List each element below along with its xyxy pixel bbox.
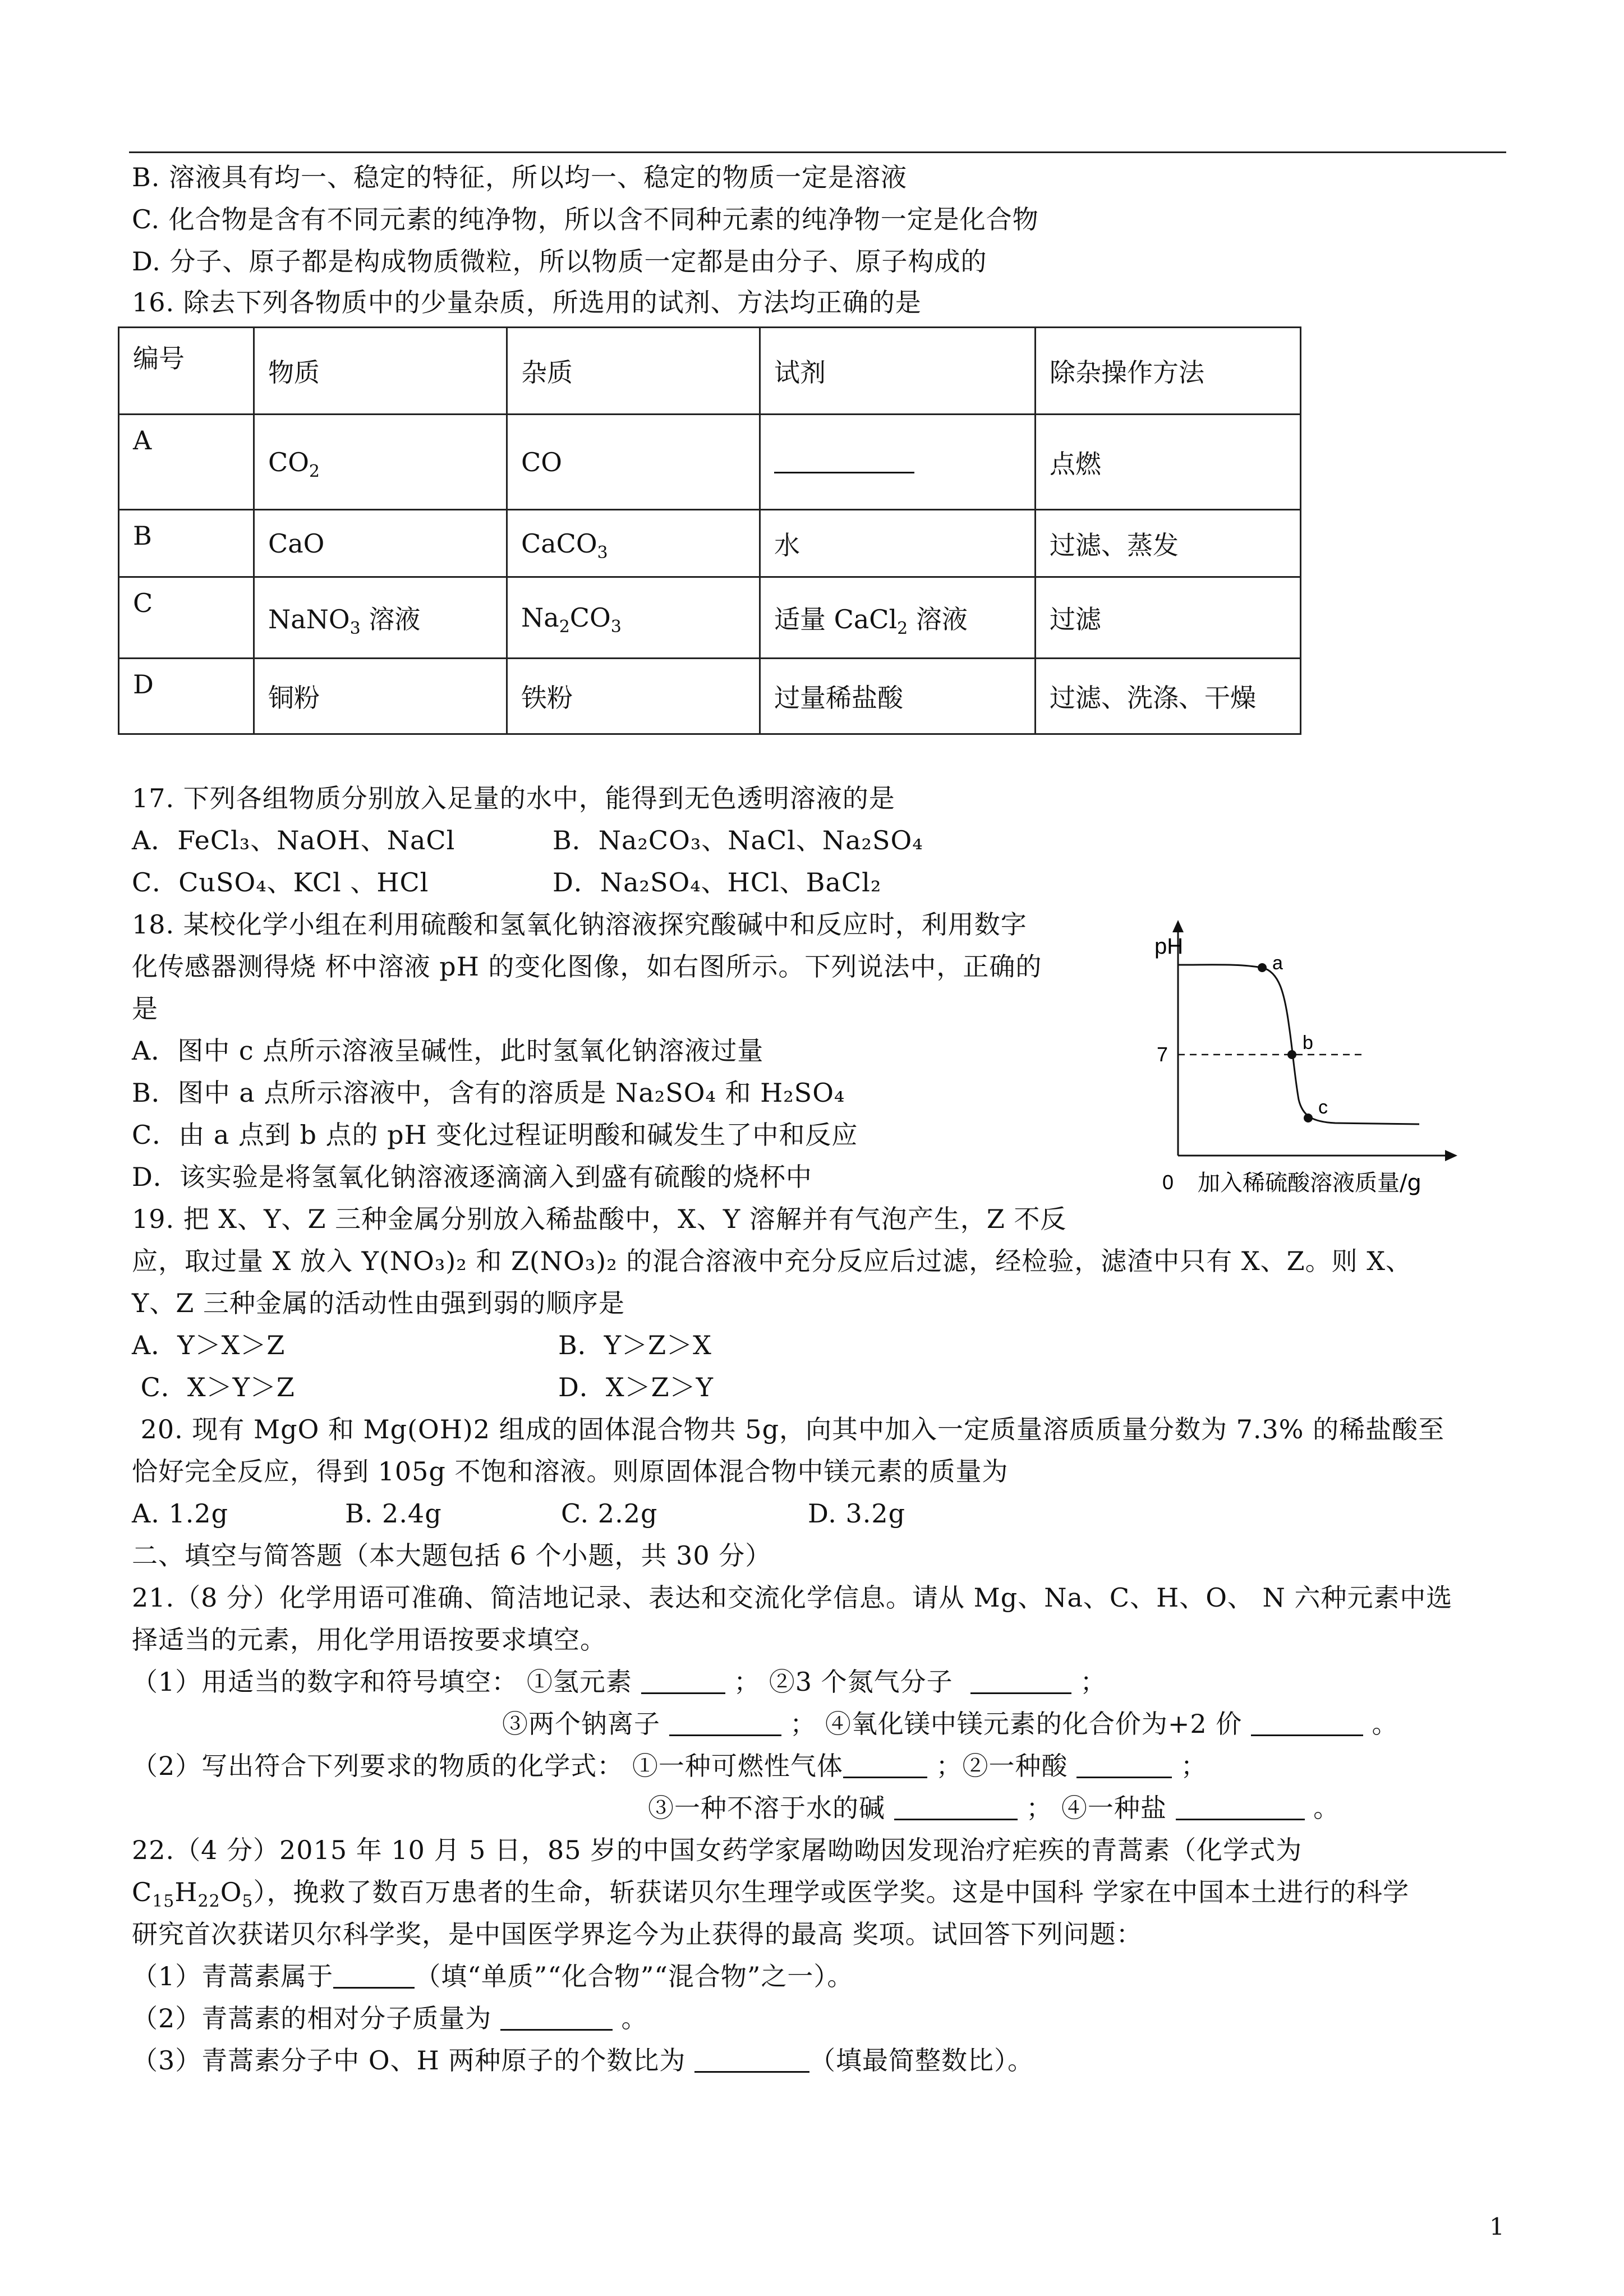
row-substance: $CO_2$ bbox=[254, 415, 507, 510]
row-impurity: 铁粉 bbox=[507, 659, 760, 734]
q15-option-b: B. 溶液具有均一、稳定的特征，所以均一、稳定的物质一定是溶液 bbox=[132, 162, 908, 192]
header-impurity: 杂质 bbox=[507, 328, 760, 415]
q21-line2: 择适当的元素，用化学用语按要求填空。 bbox=[132, 1625, 606, 1655]
q20-option-d: D. 3.2g bbox=[808, 1498, 906, 1529]
q18-option-c: C．由 a 点到 b 点的 pH 变化过程证明酸和碱发生了中和反应 bbox=[132, 1120, 858, 1150]
page-number: 1 bbox=[1489, 2213, 1505, 2240]
q20-line2: 恰好完全反应，得到 105g 不饱和溶液。则原固体混合物中镁元素的质量为 bbox=[132, 1456, 1009, 1487]
answer-blank[interactable] bbox=[1251, 1710, 1363, 1736]
q18-option-a: A．图中 c 点所示溶液呈碱性，此时氢氧化钠溶液过量 bbox=[132, 1036, 764, 1066]
q17-option-a: A．FeCl₃、NaOH、NaCl bbox=[132, 825, 456, 855]
row-substance: 铜粉 bbox=[254, 659, 507, 734]
origin-label: 0 bbox=[1162, 1171, 1174, 1194]
answer-blank[interactable] bbox=[894, 1794, 1018, 1820]
answer-blank[interactable] bbox=[333, 1962, 415, 1989]
q19-option-b: B．Y＞Z＞X bbox=[558, 1330, 712, 1360]
point-b-label: b bbox=[1303, 1032, 1313, 1053]
point-c bbox=[1304, 1114, 1313, 1122]
q18-option-b: B．图中 a 点所示溶液中，含有的溶质是 Na₂SO₄ 和 H₂SO₄ bbox=[132, 1078, 845, 1108]
answer-blank[interactable] bbox=[641, 1668, 725, 1694]
point-c-label: c bbox=[1318, 1097, 1328, 1118]
row-substance: CaO bbox=[254, 510, 507, 577]
table-row bbox=[119, 577, 1301, 659]
q17-option-d: D．Na₂SO₄、HCl、BaCl₂ bbox=[553, 867, 882, 898]
q21-part1-row2: ③两个钠离子 ； ④氧化镁中镁元素的化合价为+2 价 。 bbox=[502, 1709, 1398, 1739]
row-impurity: CaCO$_3$ bbox=[507, 510, 760, 577]
q19-line2: 应，取过量 X 放入 Y(NO₃)₂ 和 Z(NO₃)₂ 的混合溶液中充分反应后过滤，经检验，滤渣中只有 X、Z。则 X、 bbox=[132, 1246, 1412, 1276]
q19-line1: 19. 把 X、Y、Z 三种金属分别放入稀盐酸中，X、Y 溶解并有气泡产生，Z 不反 bbox=[132, 1204, 1067, 1234]
header-reagent: 试剂 bbox=[760, 328, 1036, 415]
row-id: C bbox=[119, 577, 254, 659]
table-row bbox=[119, 415, 1301, 510]
row-method: 点燃 bbox=[1036, 415, 1301, 510]
row-reagent: 水 bbox=[760, 510, 1036, 577]
answer-blank[interactable] bbox=[843, 1752, 927, 1778]
row-method: 过滤、蒸发 bbox=[1036, 510, 1301, 577]
header-rule bbox=[129, 151, 1506, 153]
section-2-heading: 二、填空与简答题（本大题包括 6 个小题，共 30 分） bbox=[132, 1540, 772, 1571]
q21-part1-row1: （1）用适当的数字和符号填空： ①氢元素 ； ②3 个氮气分子 ； bbox=[132, 1667, 1107, 1697]
q21-line1: 21.（8 分）化学用语可准确、简洁地记录、表达和交流化学信息。请从 Mg、Na、C、H、O、 N 六种元素中选 bbox=[132, 1582, 1453, 1613]
q19-line3: Y、Z 三种金属的活动性由强到弱的顺序是 bbox=[132, 1288, 625, 1318]
answer-blank[interactable] bbox=[694, 2046, 809, 2073]
q19-option-c: C．X＞Y＞Z bbox=[132, 1372, 295, 1402]
q16-table bbox=[118, 326, 1301, 735]
q22-line1: 22.（4 分）2015 年 10 月 5 日，85 岁的中国女药学家屠呦呦因发现治疗疟疾的青蒿素（化学式为 bbox=[132, 1835, 1303, 1865]
point-a bbox=[1258, 963, 1267, 972]
q17-option-c: C．CuSO₄、KCl 、HCl bbox=[132, 867, 429, 898]
q18-line1: 18. 某校化学小组在利用硫酸和氢氧化钠溶液探究酸碱中和反应时，利用数字 bbox=[132, 909, 1027, 940]
q17-stem: 17. 下列各组物质分别放入足量的水中，能得到无色透明溶液的是 bbox=[132, 783, 895, 813]
blank-line bbox=[774, 455, 914, 473]
q22-line3: 研究首次获诺贝尔科学奖，是中国医学界迄今为止获得的最高 奖项。试回答下列问题： bbox=[132, 1919, 1143, 1949]
row-id: D bbox=[119, 659, 254, 734]
answer-blank[interactable] bbox=[1176, 1794, 1305, 1820]
q20-option-a: A. 1.2g bbox=[132, 1498, 229, 1529]
q22-sub3: （3）青蒿素分子中 O、H 两种原子的个数比为 （填最简整数比）。 bbox=[132, 2045, 1034, 2076]
tick-7-label: 7 bbox=[1157, 1043, 1168, 1066]
ph-titration-chart bbox=[1144, 920, 1459, 1223]
x-axis-label: 加入稀硫酸溶液质量/g bbox=[1198, 1170, 1421, 1196]
header-method: 除杂操作方法 bbox=[1036, 328, 1301, 415]
header-id: 编号 bbox=[119, 328, 254, 415]
q20-option-b: B. 2.4g bbox=[345, 1498, 442, 1529]
point-b bbox=[1287, 1050, 1296, 1059]
q19-option-a: A．Y＞X＞Z bbox=[132, 1330, 286, 1360]
q21-part2-row2: ③一种不溶于水的碱 ； ④一种盐 。 bbox=[648, 1793, 1340, 1823]
row-reagent-blank bbox=[760, 415, 1036, 510]
ph-curve bbox=[1178, 965, 1419, 1124]
row-impurity: CO bbox=[507, 415, 760, 510]
q15-option-c: C. 化合物是含有不同元素的纯净物，所以含不同种元素的纯净物一定是化合物 bbox=[132, 204, 1039, 234]
q22-sub2: （2）青蒿素的相对分子质量为 。 bbox=[132, 2003, 648, 2033]
q21-part2-row1: （2）写出符合下列要求的物质的化学式： ①一种可燃性气体 ；②一种酸 ； bbox=[132, 1751, 1207, 1781]
q19-option-d: D．X＞Z＞Y bbox=[558, 1372, 714, 1402]
q18-line2: 化传感器测得烧 杯中溶液 pH 的变化图像，如右图所示。下列说法中，正确的 bbox=[132, 951, 1042, 982]
answer-blank[interactable] bbox=[970, 1668, 1071, 1694]
table-row bbox=[119, 510, 1301, 577]
answer-blank[interactable] bbox=[1076, 1752, 1172, 1778]
q20-option-c: C. 2.2g bbox=[561, 1498, 658, 1529]
table-row bbox=[119, 659, 1301, 734]
row-method: 过滤、洗涤、干燥 bbox=[1036, 659, 1301, 734]
row-substance: NaNO$_3$ 溶液 bbox=[254, 577, 507, 659]
row-id: A bbox=[119, 415, 254, 510]
y-axis-arrow bbox=[1172, 920, 1184, 932]
q22-sub1: （1）青蒿素属于 （填“单质”“化合物”“混合物”之一）。 bbox=[132, 1961, 854, 1991]
row-reagent: 适量 CaCl$_2$ 溶液 bbox=[760, 577, 1036, 659]
q22-line2: $C_{15}H_{22}O_5$），挽救了数百万患者的生命，斩获诺贝尔生理学或医学奖。这是中国科 学家在中国本土进行的科学 bbox=[132, 1877, 1410, 1911]
q20-line1: 20. 现有 MgO 和 Mg(OH)2 组成的固体混合物共 5g，向其中加入一定质量溶质质量分数为 7.3% 的稀盐酸至 bbox=[132, 1414, 1445, 1444]
y-axis-label: pH bbox=[1154, 934, 1184, 959]
row-id: B bbox=[119, 510, 254, 577]
row-method: 过滤 bbox=[1036, 577, 1301, 659]
answer-blank[interactable] bbox=[500, 2004, 613, 2031]
q18-line3: 是 bbox=[132, 993, 158, 1024]
table-header-row bbox=[119, 328, 1301, 415]
row-impurity: $Na_2CO_3$ bbox=[507, 577, 760, 659]
q15-option-d: D. 分子、原子都是构成物质微粒，所以物质一定都是由分子、原子构成的 bbox=[132, 246, 987, 277]
header-substance: 物质 bbox=[254, 328, 507, 415]
q16-stem: 16. 除去下列各物质中的少量杂质，所选用的试剂、方法均正确的是 bbox=[132, 287, 922, 318]
point-a-label: a bbox=[1272, 953, 1283, 974]
q18-option-d: D．该实验是将氢氧化钠溶液逐滴滴入到盛有硫酸的烧杯中 bbox=[132, 1162, 812, 1192]
x-axis-arrow bbox=[1445, 1150, 1457, 1161]
q17-option-b: B．Na₂CO₃、NaCl、Na₂SO₄ bbox=[553, 825, 923, 855]
row-reagent: 过量稀盐酸 bbox=[760, 659, 1036, 734]
answer-blank[interactable] bbox=[669, 1710, 781, 1736]
